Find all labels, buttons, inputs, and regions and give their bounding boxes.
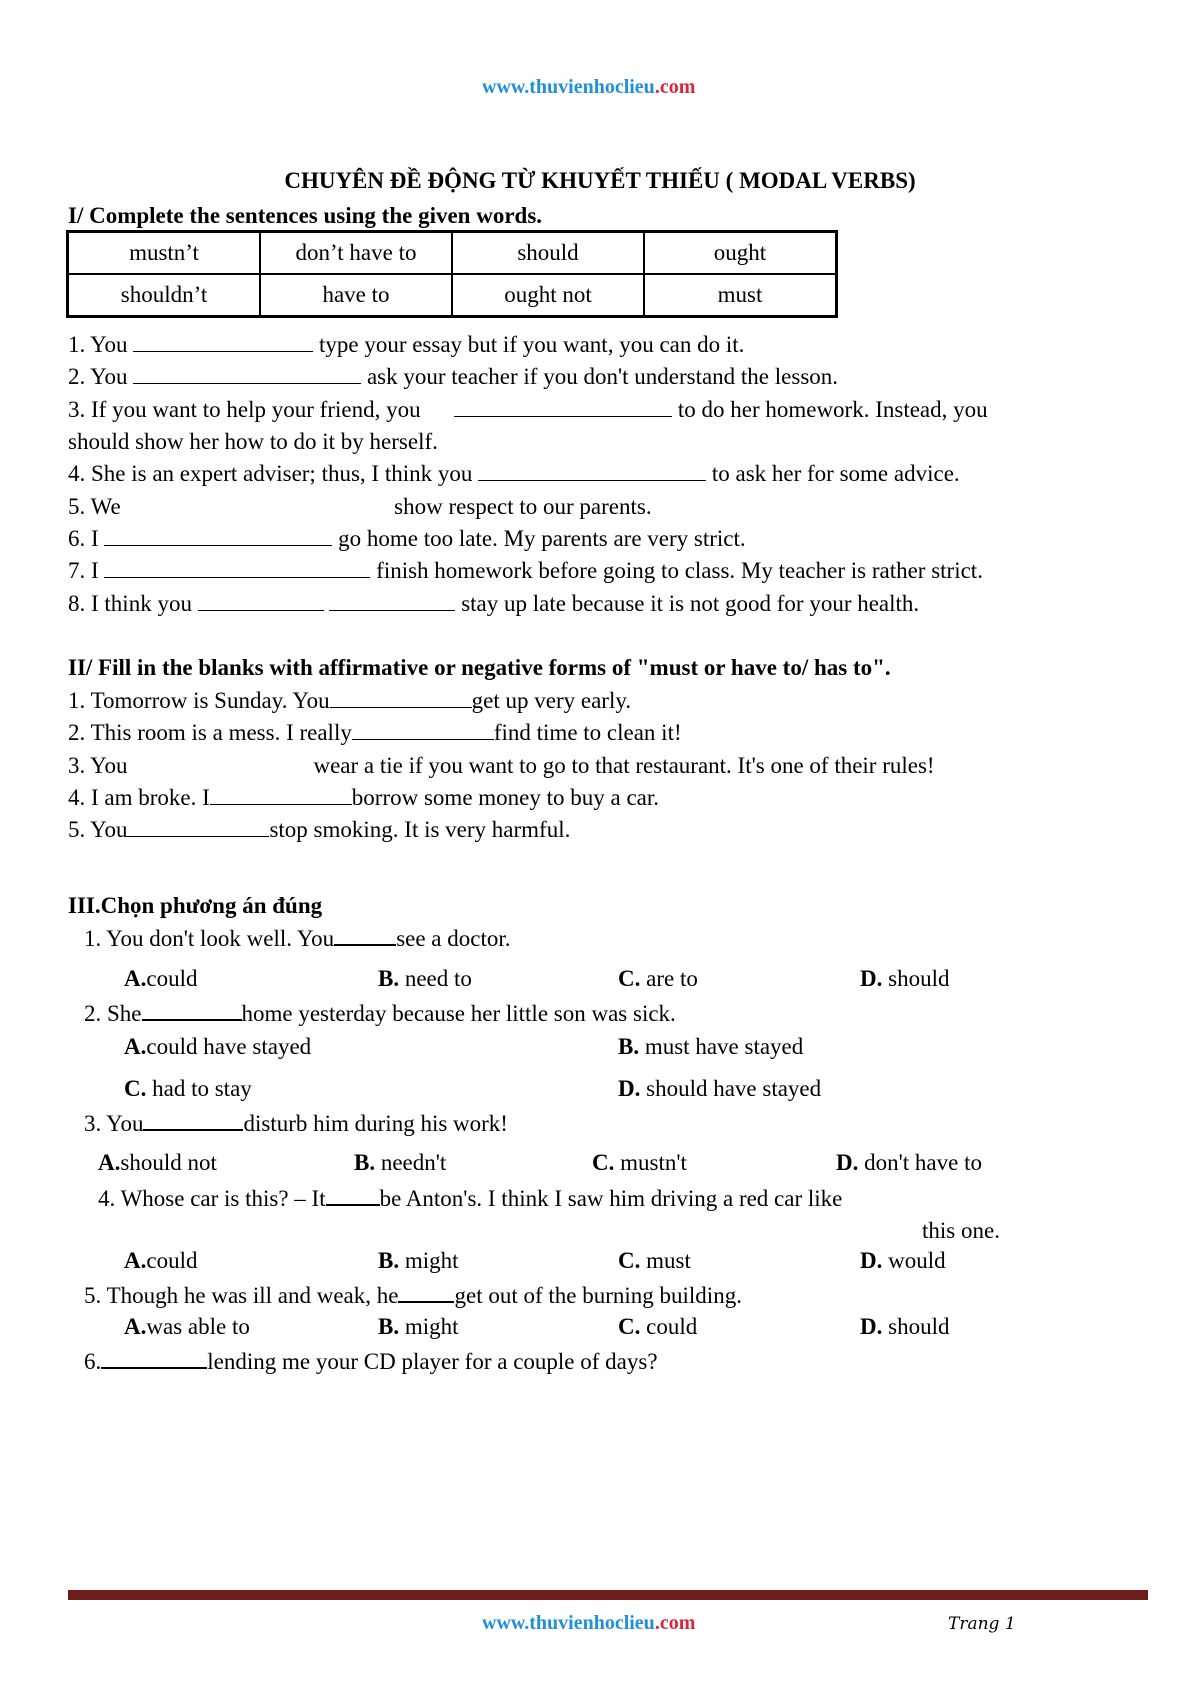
question-text: 3. You [84, 1111, 144, 1136]
word-cell: don’t have to [260, 232, 452, 275]
s3-q2-option-b[interactable] [618, 1034, 803, 1060]
s3-q2-option-a[interactable] [124, 1034, 311, 1060]
question-text: to ask her for some advice. [711, 461, 960, 486]
question-text: type your essay but if you want, you can do it. [318, 332, 745, 357]
question-text: see a doctor. [396, 926, 511, 951]
option-text: don't have to [864, 1150, 982, 1175]
answer-blank[interactable] [352, 719, 494, 740]
question-text: home yesterday because her little son was sick. [241, 1001, 676, 1026]
question-text: stop smoking. It is very harmful. [269, 817, 571, 842]
option-letter: A. [124, 1034, 147, 1059]
answer-blank[interactable] [478, 460, 706, 481]
option-text: could have stayed [146, 1034, 312, 1059]
s2-question-4 [68, 782, 659, 814]
option-letter: B. [618, 1034, 640, 1059]
option-text: needn't [380, 1150, 447, 1175]
question-text: get out of the burning building. [454, 1283, 742, 1308]
answer-blank[interactable] [330, 687, 472, 708]
option-letter: C. [618, 966, 641, 991]
site-name: www.thuvienhoclieu [482, 76, 655, 98]
option-text: would [888, 1248, 946, 1273]
question-text: 2. You [68, 364, 128, 389]
question-text: 7. I [68, 558, 99, 583]
section3-heading: III.Chọn phương án đúng [68, 893, 323, 918]
answer-blank[interactable] [133, 363, 361, 384]
s1-question-3-cont: should show her how to do it by herself. [68, 429, 438, 454]
option-letter: A. [124, 1248, 147, 1273]
option-text: should not [120, 1150, 217, 1175]
s3-q1-option-a[interactable] [124, 966, 197, 992]
footer-site-link[interactable] [482, 1612, 695, 1635]
word-table-row [68, 232, 837, 275]
question-text: 3. You [68, 753, 128, 778]
s1-question-6 [68, 523, 746, 555]
option-text: should have stayed [646, 1076, 822, 1101]
s3-q1-option-c[interactable] [618, 966, 698, 992]
question-text: 8. I think you [68, 591, 192, 616]
answer-blank[interactable] [133, 331, 313, 352]
s3-question-6 [84, 1346, 658, 1378]
document-title: CHUYÊN ĐỀ ĐỘNG TỪ KHUYẾT THIẾU ( MODAL VERBS) [284, 168, 916, 193]
word-table-row [68, 274, 837, 317]
answer-blank[interactable] [101, 1347, 207, 1369]
option-text: could [146, 966, 198, 991]
question-text: get up very early. [471, 688, 632, 713]
s3-q3-option-a[interactable] [98, 1150, 217, 1176]
s3-question-4-cont: this one. [922, 1218, 1000, 1243]
question-text: show respect to our parents. [394, 494, 652, 519]
question-text: 5. Though he was ill and weak, he [84, 1283, 399, 1308]
question-text: go home too late. My parents are very strict. [338, 526, 746, 551]
option-letter: D. [860, 1314, 883, 1339]
question-text: find time to clean it! [493, 720, 682, 745]
s1-question-4 [68, 458, 960, 490]
section2-heading: II/ Fill in the blanks with affirmative or negative forms of "must or have to/ has to". [68, 655, 891, 680]
question-text: 4. I am broke. I [68, 785, 210, 810]
question-text: 2. She [84, 1001, 142, 1026]
answer-blank[interactable] [454, 396, 672, 417]
option-text: should [888, 1314, 950, 1339]
option-letter: D. [860, 1248, 883, 1273]
option-letter: D. [860, 966, 883, 991]
option-text: had to stay [152, 1076, 252, 1101]
question-text: 4. Whose car is this? – It [98, 1186, 326, 1211]
option-letter: A. [124, 966, 147, 991]
question-text: ask your teacher if you don't understand the lesson. [366, 364, 839, 389]
question-text: 2. This room is a mess. I really [68, 720, 352, 745]
s3-q3-option-d[interactable] [836, 1150, 982, 1176]
option-letter: B. [378, 1314, 400, 1339]
s3-q4-option-d[interactable] [860, 1248, 946, 1274]
answer-blank[interactable] [127, 816, 269, 837]
question-text: 5. We [68, 494, 121, 519]
answer-blank[interactable] [104, 557, 370, 578]
s2-question-3 [68, 750, 935, 782]
word-cell: ought not [452, 274, 644, 317]
option-letter: C. [618, 1248, 641, 1273]
word-cell: have to [260, 274, 452, 317]
answer-blank[interactable] [143, 1109, 243, 1131]
page-number: Trang 1 [948, 1614, 1016, 1634]
s1-question-1 [68, 329, 744, 361]
s3-q5-option-c[interactable] [618, 1314, 697, 1340]
option-text: could [146, 1248, 198, 1273]
word-cell: must [644, 274, 837, 317]
option-letter: C. [592, 1150, 615, 1175]
question-text: finish homework before going to class. My teacher is rather strict. [376, 558, 983, 583]
word-cell: ought [644, 232, 837, 275]
s1-question-5 [68, 491, 652, 523]
question-text: lending me your CD player for a couple of days? [207, 1349, 658, 1374]
s1-question-3 [68, 394, 988, 426]
question-text: 5. You [68, 817, 128, 842]
question-text: 6. I [68, 526, 99, 551]
question-text: 1. You [68, 332, 128, 357]
s1-question-8 [68, 588, 919, 620]
s3-q4-option-c[interactable] [618, 1248, 691, 1274]
s3-q3-option-b[interactable] [354, 1150, 446, 1176]
answer-blank[interactable] [198, 590, 324, 611]
answer-blank[interactable] [142, 999, 242, 1021]
s3-q4-option-b[interactable] [378, 1248, 459, 1274]
answer-blank[interactable] [334, 924, 396, 946]
s3-q5-option-b[interactable] [378, 1314, 459, 1340]
option-text: might [404, 1248, 459, 1273]
option-letter: B. [354, 1150, 376, 1175]
answer-blank[interactable] [104, 525, 332, 546]
site-domain: .com [654, 1612, 696, 1634]
question-text: 4. She is an expert adviser; thus, I think you [68, 461, 473, 486]
question-text: 1. You don't look well. You [84, 926, 335, 951]
s1-question-2 [68, 361, 838, 393]
question-text: 6. [84, 1349, 102, 1374]
option-text: need to [404, 966, 472, 991]
s3-question-5 [84, 1280, 742, 1312]
header-site-link[interactable] [482, 76, 695, 99]
option-letter: C. [124, 1076, 147, 1101]
s3-q2-option-d[interactable] [618, 1076, 821, 1102]
question-text: stay up late because it is not good for your health. [461, 591, 920, 616]
answer-blank[interactable] [326, 1184, 380, 1206]
question-text: 1. Tomorrow is Sunday. You [68, 688, 330, 713]
question-text: to do her homework. Instead, you [677, 397, 988, 422]
option-text: could [646, 1314, 698, 1339]
s3-question-2 [84, 998, 676, 1030]
question-text: disturb him during his work! [243, 1111, 508, 1136]
s2-question-5 [68, 814, 570, 846]
option-letter: D. [836, 1150, 859, 1175]
answer-blank[interactable] [398, 1281, 454, 1303]
option-letter: A. [124, 1314, 147, 1339]
word-table [66, 230, 838, 318]
s1-question-7 [68, 555, 983, 587]
s2-question-2 [68, 717, 682, 749]
option-text: are to [646, 966, 698, 991]
option-letter: C. [618, 1314, 641, 1339]
option-text: should [888, 966, 950, 991]
s3-question-1 [84, 923, 511, 955]
s3-q1-option-d[interactable] [860, 966, 949, 992]
option-letter: B. [378, 1248, 400, 1273]
s3-q5-option-d[interactable] [860, 1314, 949, 1340]
s3-q3-option-c[interactable] [592, 1150, 687, 1176]
s3-q2-option-c[interactable] [124, 1076, 252, 1102]
footer-divider [68, 1590, 1148, 1600]
s2-question-1 [68, 685, 631, 717]
section1-heading: I/ Complete the sentences using the given words. [68, 203, 543, 228]
site-name: www.thuvienhoclieu [482, 1612, 655, 1634]
answer-blank[interactable] [210, 784, 352, 805]
option-text: must have stayed [644, 1034, 804, 1059]
question-text: wear a tie if you want to go to that restaurant. It's one of their rules! [313, 753, 935, 778]
question-text: borrow some money to buy a car. [351, 785, 660, 810]
option-text: mustn't [620, 1150, 687, 1175]
question-text: 3. If you want to help your friend, you [68, 397, 421, 422]
word-cell: mustn’t [68, 232, 261, 275]
site-domain: .com [654, 76, 696, 98]
s3-q1-option-b[interactable] [378, 966, 472, 992]
option-letter: A. [98, 1150, 121, 1175]
option-text: must [646, 1248, 691, 1273]
word-cell: shouldn’t [68, 274, 261, 317]
answer-blank[interactable] [329, 590, 455, 611]
s3-question-4 [98, 1183, 842, 1215]
option-letter: D. [618, 1076, 641, 1101]
s3-question-3 [84, 1108, 508, 1140]
option-text: was able to [146, 1314, 250, 1339]
s3-q4-option-a[interactable] [124, 1248, 197, 1274]
s3-q5-option-a[interactable] [124, 1314, 250, 1340]
option-letter: B. [378, 966, 400, 991]
question-text: be Anton's. I think I saw him driving a red car like [379, 1186, 843, 1211]
option-text: might [404, 1314, 459, 1339]
word-cell: should [452, 232, 644, 275]
